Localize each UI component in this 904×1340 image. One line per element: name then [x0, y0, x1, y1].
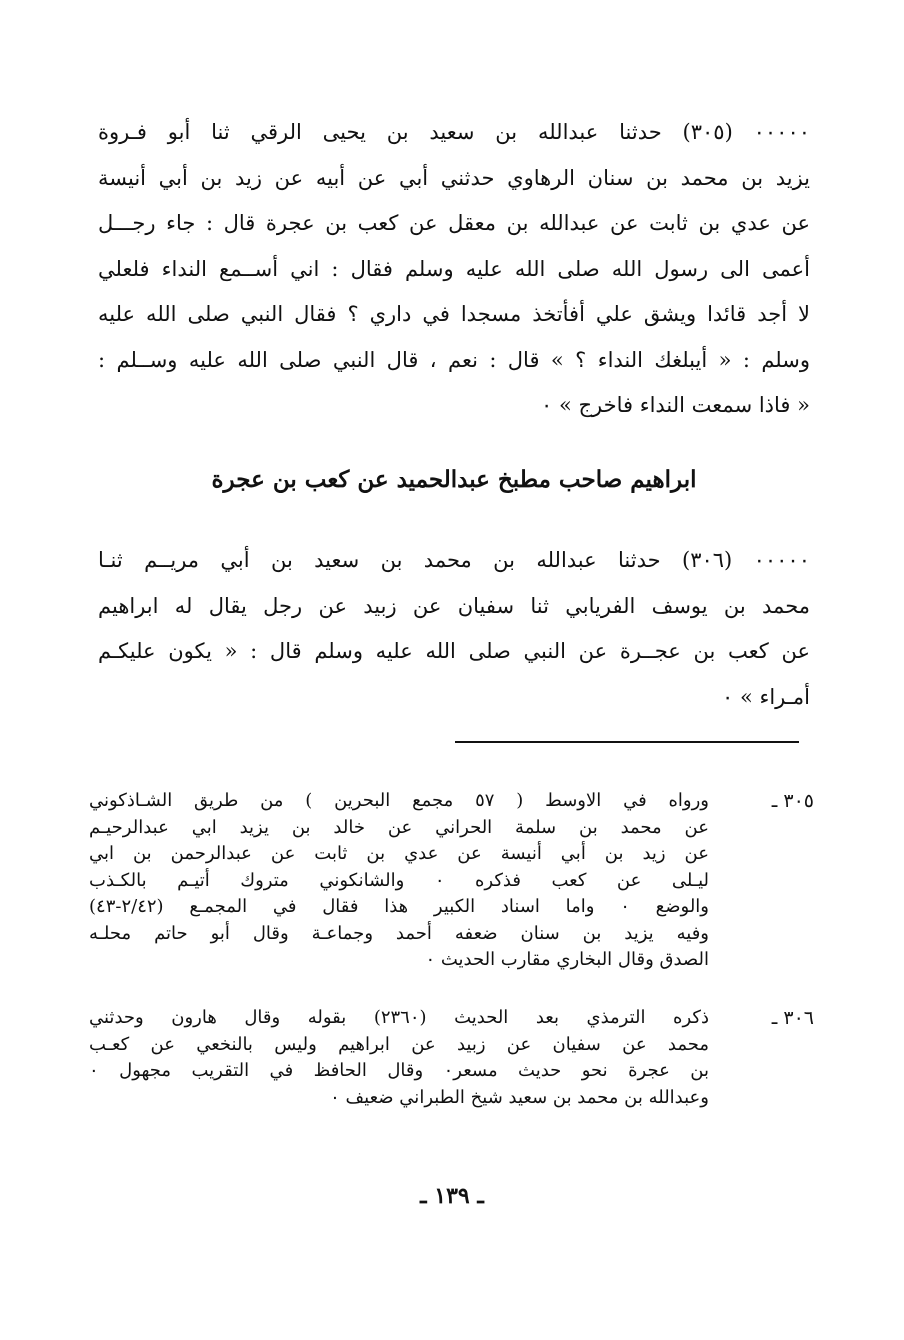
- text-line: عن كعب بن عجــرة عن النبي صلى الله عليه وسلم قال : « يكون عليكـم: [98, 639, 810, 663]
- footnote-number: ٣٠٥ ـ: [771, 790, 814, 812]
- section-heading: ابراهيم صاحب مطبخ عبدالحميد عن كعب بن عجرة: [211, 466, 697, 493]
- text-line: محمد بن يوسف الفريابي ثنا سفيان عن زبيد عن رجل يقال له ابراهيم: [98, 593, 810, 618]
- footnote-divider: [455, 741, 799, 743]
- text-line: يزيد بن محمد بن سنان الرهاوي حدثني أبي عن أبيه عن زيد بن أبي أنيسة: [98, 165, 810, 190]
- footnote-line: الصدق وقال البخاري مقارب الحديث ٠: [425, 949, 709, 970]
- text-line: عن عدي بن ثابت عن عبدالله بن معقل عن كعب بن عجرة قال : جاء رجـــل: [98, 211, 810, 235]
- footnote-number: ٣٠٦ ـ: [771, 1007, 814, 1029]
- page-number: ـ ١٣٩ ـ: [420, 1183, 484, 1209]
- footnote-body: [89, 1005, 709, 1111]
- text-line: لا أجد قائدا ويشق علي أفأتخذ مسجدا في داري ؟ فقال النبي صلى الله عليه: [98, 302, 810, 326]
- footnote-line: والوضع ٠ واما اسناد الكبير هذا فقال في المجمـع (٢/٤٢-٤٣): [89, 896, 709, 917]
- footnote-line: ليـلى عن كعب فذكره ٠ والشانكوني متروك أتيـم بالكـذب: [89, 869, 709, 891]
- footnote-line: عن محمد بن سلمة الحراني عن خالد بن يزيد ابي عبدالرحيـم: [89, 816, 709, 838]
- footnote-line: وعبدالله بن محمد بن سعيد شيخ الطبراني ضعيف ٠: [330, 1086, 709, 1108]
- footnote-body: [89, 788, 709, 974]
- text-line: وسلم : « أيبلغك النداء ؟ » قال : نعم ، قال النبي صلى الله عليه وســلم :: [98, 347, 810, 372]
- text-line: أعمى الى رسول الله صلى الله عليه وسلم فقال : اني أســمع النداء فلعلي: [98, 256, 810, 281]
- footnote-line: محمد عن سفيان عن زبيد عن ابراهيم وليس بالنخعي عن كعـب: [89, 1033, 709, 1055]
- footnote-line: بن عجرة نحو حديث مسعر٠ وقال الحافظ في التقريب مجهول ٠: [89, 1060, 709, 1081]
- text-line: « فاذا سمعت النداء فاخرج » ٠: [540, 393, 810, 417]
- text-line: أمـراء » ٠: [721, 684, 810, 709]
- hadith-305-text: [98, 110, 810, 429]
- footnote-line: ذكره الترمذي بعد الحديث (٢٣٦٠) بقوله وقال هارون وحدثني: [89, 1007, 709, 1028]
- footnote-line: وفيه يزيد بن سنان ضعفه أحمد وجماعـة وقال أبو حاتم محلـه: [89, 922, 709, 944]
- footnote-line: عن زيد بن أبي أنيسة عن عدي بن ثابت عن عبدالرحمن بن ابي: [89, 843, 709, 864]
- footnote-line: ورواه في الاوسط ( ٥٧ مجمع البحرين ) من طريق الشـاذكوني: [89, 790, 709, 811]
- hadith-306-text: [98, 538, 810, 720]
- text-line: ٠٠٠٠٠ (٣٠٦) حدثنا عبدالله بن محمد بن سعيد بن أبي مريــم ثنـا: [98, 548, 810, 572]
- text-line: ٠٠٠٠٠ (٣٠٥) حدثنا عبدالله بن سعيد بن يحيى الرقي ثنا أبو فـروة: [98, 120, 810, 144]
